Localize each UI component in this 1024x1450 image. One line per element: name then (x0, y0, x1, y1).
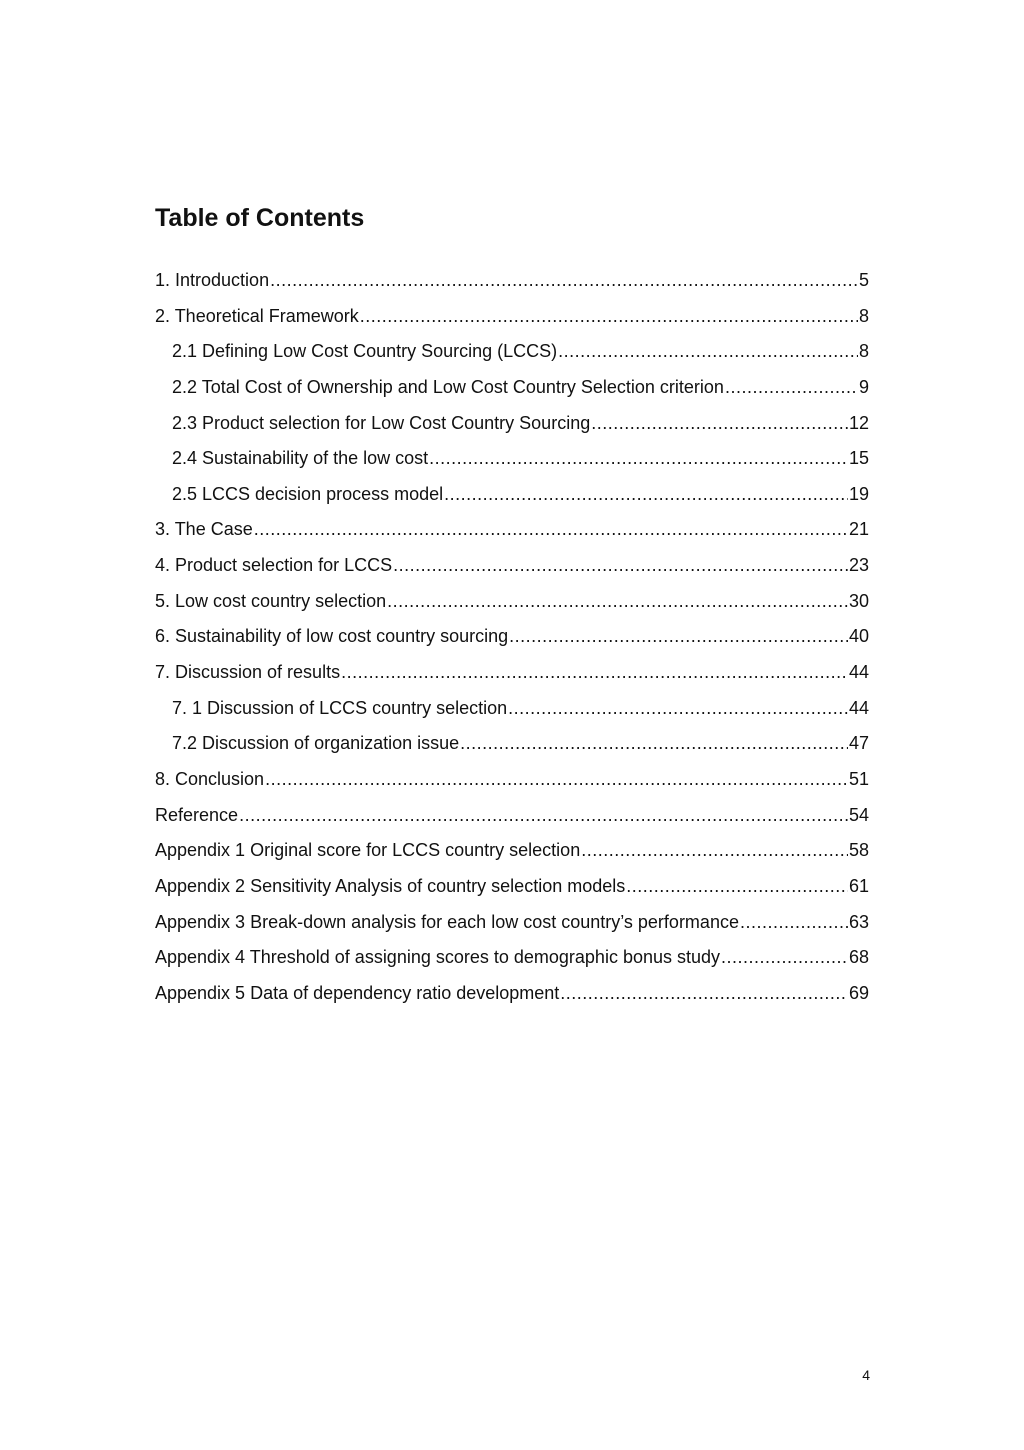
page-title: Table of Contents (155, 204, 365, 232)
toc-entry[interactable] (155, 798, 869, 834)
toc-entry[interactable] (155, 441, 869, 477)
toc-entry[interactable] (155, 869, 869, 905)
table-of-contents (155, 263, 869, 1011)
toc-entry-label: 2. Theoretical Framework (155, 305, 359, 326)
dot-leader (740, 905, 848, 940)
toc-entry-label: 6. Sustainability of low cost country sourcing (155, 626, 509, 647)
toc-entry-page: 15 (848, 448, 869, 469)
toc-entry[interactable] (155, 726, 869, 762)
toc-entry-label: 4. Product selection for LCCS (155, 555, 393, 576)
dot-leader (254, 512, 848, 547)
dot-leader (393, 548, 848, 583)
toc-entry-label: Appendix 2 Sensitivity Analysis of country selection models (155, 875, 626, 896)
toc-entry[interactable] (155, 655, 869, 691)
toc-entry-label: Appendix 5 Data of dependency ratio development (155, 982, 560, 1003)
toc-entry-label: 2.3 Product selection for Low Cost Country Sourcing (172, 412, 591, 433)
toc-entry-label: 8. Conclusion (155, 768, 265, 789)
toc-entry-page: 63 (848, 911, 869, 932)
toc-entry[interactable] (155, 691, 869, 727)
toc-entry-page: 8 (858, 341, 869, 362)
toc-entry-page: 5 (858, 270, 869, 290)
toc-entry-page: 44 (848, 697, 869, 718)
toc-entry-page: 47 (848, 733, 869, 754)
dot-leader (429, 441, 848, 476)
toc-entry-label: 2.1 Defining Low Cost Country Sourcing (LCCS) (172, 341, 558, 362)
toc-entry[interactable] (155, 905, 869, 941)
toc-entry-label: Appendix 4 Threshold of assigning scores to demographic bonus study (155, 947, 721, 968)
toc-entry-page: 21 (848, 519, 869, 540)
toc-entry-label: Appendix 1 Original score for LCCS country selection (155, 840, 581, 861)
toc-entry-label: 2.2 Total Cost of Ownership and Low Cost Country Selection criterion (172, 376, 724, 397)
toc-entry[interactable] (155, 406, 869, 442)
toc-entry-page: 58 (848, 840, 869, 861)
dot-leader (341, 655, 848, 690)
toc-entry[interactable] (155, 976, 869, 1012)
toc-entry[interactable] (155, 370, 869, 406)
dot-leader (721, 940, 848, 975)
toc-entry[interactable] (155, 940, 869, 976)
dot-leader (270, 263, 858, 298)
dot-leader (387, 584, 848, 619)
toc-entry[interactable] (155, 299, 869, 335)
toc-entry[interactable] (155, 512, 869, 548)
dot-leader (239, 798, 848, 833)
toc-entry[interactable] (155, 584, 869, 620)
toc-entry-page: 12 (848, 412, 869, 433)
toc-entry[interactable] (155, 548, 869, 584)
dot-leader (509, 619, 848, 654)
toc-entry-label: 1. Introduction (155, 270, 270, 290)
toc-entry[interactable] (155, 762, 869, 798)
toc-entry-page: 68 (848, 947, 869, 968)
toc-entry[interactable] (155, 477, 869, 513)
dot-leader (591, 406, 848, 441)
toc-entry-label: 7. Discussion of results (155, 662, 341, 683)
toc-entry[interactable] (155, 334, 869, 370)
toc-entry-page: 54 (848, 804, 869, 825)
toc-entry[interactable] (155, 619, 869, 655)
dot-leader (444, 477, 848, 512)
toc-entry-label: 2.5 LCCS decision process model (172, 483, 444, 504)
page-number: 4 (862, 1367, 870, 1383)
toc-entry-page: 61 (848, 875, 869, 896)
dot-leader (558, 334, 858, 369)
toc-entry-page: 9 (858, 376, 869, 397)
toc-entry[interactable] (155, 833, 869, 869)
toc-entry-page: 69 (848, 982, 869, 1003)
toc-entry-label: 7.2 Discussion of organization issue (172, 733, 460, 754)
toc-entry-page: 51 (848, 768, 869, 789)
toc-entry-label: 2.4 Sustainability of the low cost (172, 448, 429, 469)
dot-leader (626, 869, 848, 904)
dot-leader (265, 762, 848, 797)
toc-entry-label: 5. Low cost country selection (155, 590, 387, 611)
toc-entry-page: 40 (848, 626, 869, 647)
toc-entry-page: 44 (848, 662, 869, 683)
toc-entry-page: 8 (858, 305, 869, 326)
dot-leader (560, 976, 848, 1011)
toc-entry-label: 7. 1 Discussion of LCCS country selection (172, 697, 508, 718)
toc-entry[interactable] (155, 263, 869, 299)
dot-leader (725, 370, 858, 405)
toc-entry-page: 23 (848, 555, 869, 576)
dot-leader (508, 691, 848, 726)
toc-entry-page: 30 (848, 590, 869, 611)
dot-leader (581, 833, 848, 868)
toc-entry-page: 19 (848, 483, 869, 504)
dot-leader (360, 299, 858, 334)
toc-entry-label: Reference (155, 804, 239, 825)
toc-entry-label: 3. The Case (155, 519, 253, 540)
toc-entry-label: Appendix 3 Break-down analysis for each low cost country’s performance (155, 911, 739, 932)
dot-leader (460, 726, 848, 761)
